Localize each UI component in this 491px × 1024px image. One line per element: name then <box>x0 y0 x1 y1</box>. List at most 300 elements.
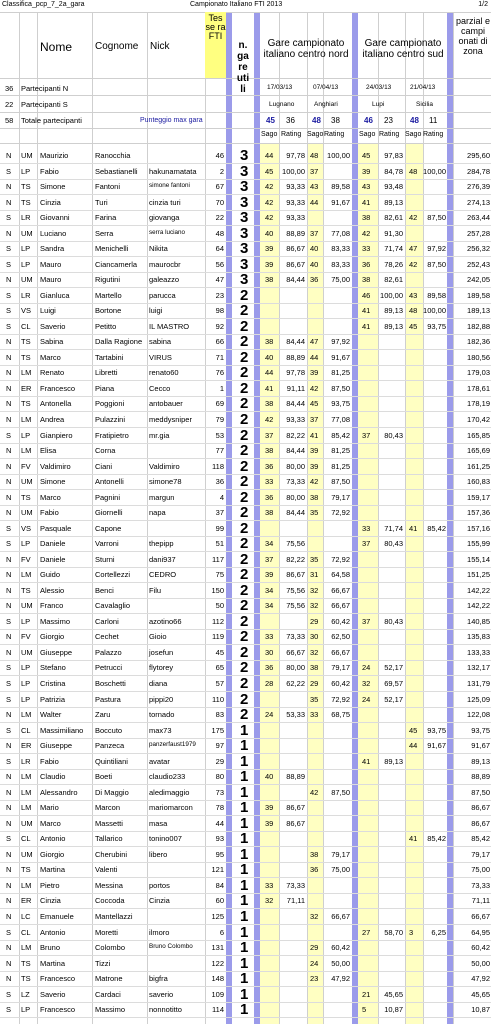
summary-count: 22 <box>5 100 14 109</box>
race-max: 48 <box>410 116 419 125</box>
last-name-cell: Tartabini <box>95 352 124 362</box>
partial-score-cell: 75,00 <box>471 865 490 875</box>
area-cell: N <box>6 943 12 953</box>
sago-cell: 48 <box>409 166 418 176</box>
partial-score-cell: 155,14 <box>467 554 490 564</box>
first-name-cell: Pasquale <box>40 523 72 533</box>
nick-cell: flytorey <box>149 663 174 673</box>
province-cell: LP <box>21 1005 31 1015</box>
partial-score-cell: 263,44 <box>467 213 490 223</box>
table-row <box>0 303 491 319</box>
table-row <box>0 490 491 506</box>
sago-cell: 38 <box>265 337 274 347</box>
sago-cell: 38 <box>362 275 371 285</box>
table-row <box>0 179 491 195</box>
tessera-cell: 109 <box>211 989 224 999</box>
n-gare-cell: 1 <box>240 892 249 910</box>
n-gare-cell: 2 <box>240 612 249 630</box>
first-name-cell: Walter <box>40 710 62 720</box>
rating-cell: 97,83 <box>384 151 403 160</box>
rating-cell: 66,67 <box>286 647 305 657</box>
table-row <box>0 428 491 444</box>
rating-cell: 84,78 <box>384 166 403 176</box>
sago-cell: 32 <box>310 585 319 595</box>
tessera-cell: 112 <box>212 616 224 626</box>
rating-cell: 81,25 <box>331 368 350 378</box>
last-name-cell: Ciani <box>95 461 113 471</box>
partial-score-cell: 242,05 <box>467 275 490 285</box>
rating-cell: 100,00 <box>327 151 350 160</box>
sago-cell: 42 <box>310 787 319 797</box>
sago-cell: 41 <box>265 383 274 393</box>
n-gare-cell: 1 <box>240 768 249 786</box>
area-cell: N <box>6 849 12 859</box>
sago-cell: 23 <box>310 974 319 984</box>
n-gare-cell: 2 <box>240 348 249 366</box>
rating-cell: 10,87 <box>384 1005 403 1015</box>
race-date: 17/03/13 <box>267 84 293 91</box>
tessera-cell: 121 <box>211 865 224 875</box>
nick-cell: Valdimiro <box>149 461 180 471</box>
sago-cell: 39 <box>265 803 274 813</box>
sago-cell: 42 <box>265 415 274 424</box>
partial-score-cell: 182,36 <box>467 337 490 347</box>
partial-score-cell: 10,87 <box>471 1005 490 1015</box>
tessera-cell: 150 <box>211 585 224 595</box>
area-cell: N <box>6 741 12 751</box>
sago-cell: 42 <box>310 477 319 487</box>
first-name-cell: Renato <box>40 368 65 378</box>
n-gare-cell: 2 <box>240 706 249 724</box>
table-row <box>0 583 491 599</box>
last-name-cell: Cherubini <box>95 849 128 859</box>
rating-cell: 88,89 <box>286 228 305 238</box>
table-row <box>0 738 491 754</box>
table-row <box>0 443 491 459</box>
tessera-cell: 60 <box>215 896 224 906</box>
table-row <box>0 956 491 972</box>
race-max: 45 <box>266 116 275 125</box>
sago-cell: 32 <box>362 679 371 689</box>
province-cell: LP <box>21 430 31 440</box>
nick-cell: cinzia turi <box>149 197 181 207</box>
sago-cell: 36 <box>265 461 274 471</box>
sago-cell: 24 <box>310 958 319 968</box>
sago-cell: 36 <box>310 865 319 875</box>
n-gare-cell: 2 <box>240 628 249 646</box>
sago-cell: 34 <box>265 539 274 549</box>
nick-cell: avatar <box>149 756 170 766</box>
partial-score-cell: 132,17 <box>467 663 490 673</box>
tessera-cell: 131 <box>211 943 224 953</box>
first-name-cell: Pietro <box>40 880 60 890</box>
rating-cell: 100,00 <box>380 290 403 300</box>
tessera-cell: 78 <box>215 803 224 813</box>
province-cell: TS <box>21 337 31 347</box>
sago-cell: 36 <box>310 275 319 285</box>
province-cell: LM <box>21 880 32 890</box>
sago-cell: 29 <box>310 679 319 689</box>
partial-score-cell: 125,09 <box>467 694 490 704</box>
area-cell: S <box>6 321 12 331</box>
last-name-cell: Sturni <box>95 554 115 564</box>
table-row <box>0 350 491 366</box>
last-name-cell: Petrucci <box>95 663 123 673</box>
first-name-cell: Guido <box>40 570 61 580</box>
tessera-cell: 118 <box>212 461 224 471</box>
table-row <box>0 598 491 614</box>
rating-cell: 97,78 <box>286 151 305 160</box>
n-gare-cell: 1 <box>240 752 249 770</box>
last-name-cell: Palazzo <box>95 647 122 657</box>
sago-cell: 39 <box>265 244 274 254</box>
tessera-cell: 57 <box>215 679 224 689</box>
province-cell: LP <box>21 166 31 176</box>
sago-cell: 30 <box>310 632 319 642</box>
province-cell: LP <box>21 663 31 673</box>
table-row <box>0 629 491 645</box>
first-name-cell: Martina <box>40 865 66 875</box>
race-max: 48 <box>312 116 321 125</box>
sago-cell: 43 <box>409 290 418 300</box>
tessera-cell: 117 <box>212 554 224 564</box>
n-gare-cell: 1 <box>240 876 249 894</box>
sago-cell: 40 <box>265 352 274 362</box>
last-name-cell: Capone <box>95 523 122 533</box>
partial-score-cell: 79,17 <box>471 849 490 859</box>
tessera-cell: 37 <box>215 508 224 518</box>
last-name-cell: Poggioni <box>95 399 125 409</box>
first-name-cell: Luigi <box>40 306 56 316</box>
rating-cell: 75,56 <box>286 601 305 611</box>
area-cell: N <box>6 647 12 657</box>
province-cell: UM <box>21 151 33 160</box>
first-name-cell: Sandra <box>40 244 65 254</box>
partial-score-cell: 89,13 <box>471 756 490 766</box>
table-row <box>0 987 491 1003</box>
first-name-cell: Daniele <box>40 539 66 549</box>
rating-cell: 72,92 <box>331 694 350 704</box>
rating-cell: 93,75 <box>331 399 350 409</box>
tessera-cell: 4 <box>219 492 224 502</box>
rating-cell: 75,00 <box>331 865 350 875</box>
sago-cell: 44 <box>310 197 319 207</box>
table-row <box>0 536 491 552</box>
nick-cell: libero <box>149 849 168 859</box>
sub-rating: Rating <box>281 131 302 138</box>
sago-cell: 35 <box>310 694 319 704</box>
sago-cell: 42 <box>265 197 274 207</box>
partial-score-cell: 161,25 <box>467 461 490 471</box>
table-row <box>0 723 491 739</box>
rating-cell: 72,92 <box>331 508 350 518</box>
rating-cell: 89,58 <box>331 182 350 192</box>
rating-cell: 87,50 <box>331 383 350 393</box>
sago-cell: 30 <box>265 647 274 657</box>
rating-cell: 91,67 <box>331 352 350 362</box>
area-cell: S <box>6 539 12 549</box>
sago-cell: 47 <box>409 244 418 254</box>
sago-cell: 37 <box>310 166 319 176</box>
first-name-cell: Simone <box>40 182 66 192</box>
rating-cell: 60,42 <box>331 679 350 689</box>
area-cell: N <box>6 399 12 409</box>
sago-cell: 39 <box>265 570 274 580</box>
race-count: 38 <box>331 116 340 125</box>
header-sud: Gare campionato italiano centro sud <box>362 38 444 60</box>
partial-score-cell: 87,50 <box>471 787 490 797</box>
rating-cell: 89,13 <box>384 756 403 766</box>
province-cell: LZ <box>21 989 30 999</box>
area-cell: S <box>6 166 12 176</box>
province-cell: TS <box>21 492 31 502</box>
rating-cell: 81,25 <box>331 461 350 471</box>
partial-score-cell: 142,22 <box>467 585 490 595</box>
table-row <box>0 925 491 941</box>
rating-cell: 81,25 <box>331 446 350 456</box>
province-cell: UM <box>21 228 33 238</box>
summary-count: 58 <box>5 116 14 125</box>
nick-cell: ilmoro <box>149 927 170 937</box>
table-row <box>0 505 491 521</box>
sago-cell: 37 <box>362 539 371 549</box>
rating-cell: 75,56 <box>286 539 305 549</box>
punteggio-label: Punteggio max gara <box>140 117 203 124</box>
rating-cell: 75,56 <box>286 585 305 595</box>
tessera-cell: 22 <box>215 213 224 223</box>
race-place: Sicilia <box>416 101 433 108</box>
province-cell: LP <box>21 259 31 269</box>
sago-cell: 32 <box>310 601 319 611</box>
rating-cell: 88,89 <box>286 772 305 782</box>
first-name-cell: Franco <box>40 601 64 611</box>
first-name-cell: Cinzia <box>40 896 61 906</box>
area-cell: N <box>6 182 12 192</box>
first-name-cell: Alessio <box>40 585 65 595</box>
province-cell: TS <box>21 399 31 409</box>
area-cell: N <box>6 803 12 813</box>
rating-cell: 73,33 <box>286 632 305 642</box>
last-name-cell: Fratipietro <box>95 430 129 440</box>
last-name-cell: Pulazzini <box>95 415 126 424</box>
nick-cell: mr.gia <box>149 430 170 440</box>
top-bar <box>0 0 491 12</box>
last-name-cell: Moretti <box>95 927 118 937</box>
sago-cell: 42 <box>409 213 418 223</box>
document-title: Campionato Italiano FTI 2013 <box>190 1 283 8</box>
table-row <box>0 210 491 226</box>
province-cell: FV <box>21 632 31 642</box>
table-row <box>0 800 491 816</box>
partial-score-cell: 140,85 <box>467 616 490 626</box>
area-cell: S <box>6 616 12 626</box>
rating-cell: 93,75 <box>427 321 446 331</box>
nick-cell: max73 <box>149 725 172 735</box>
sago-cell: 24 <box>265 710 274 720</box>
race-date: 24/03/13 <box>366 84 392 91</box>
last-name-cell: Ranocchia <box>95 151 131 160</box>
n-gare-cell: 2 <box>240 504 249 522</box>
tessera-cell: 83 <box>215 710 224 720</box>
first-name-cell: Giuseppe <box>40 647 73 657</box>
first-name-cell: Fabio <box>40 166 59 176</box>
nick-cell: simone fantoni <box>149 182 190 190</box>
table-row <box>0 241 491 257</box>
table-row <box>0 552 491 568</box>
rating-cell: 100,00 <box>423 306 446 316</box>
sago-cell: 33 <box>310 710 319 720</box>
province-cell: VS <box>21 306 32 316</box>
nick-cell: thepipp <box>149 539 174 549</box>
last-name-cell: Giornelli <box>95 508 123 518</box>
race-count: 36 <box>286 116 295 125</box>
n-gare-cell: 3 <box>240 178 249 196</box>
rating-cell: 75,00 <box>331 275 350 285</box>
partial-score-cell: 182,88 <box>467 321 490 331</box>
sago-cell: 34 <box>265 601 274 611</box>
sago-cell: 24 <box>362 663 371 673</box>
first-name-cell: Massimo <box>40 616 71 626</box>
n-gare-cell: 2 <box>240 659 249 677</box>
rating-cell: 77,08 <box>331 228 350 238</box>
last-name-cell: Sebastianelli <box>95 166 138 176</box>
table-row <box>0 396 491 412</box>
tessera-cell: 67 <box>215 182 224 192</box>
first-name-cell: Marco <box>40 352 61 362</box>
n-gare-cell: 2 <box>240 675 249 693</box>
province-cell: ER <box>21 741 32 751</box>
rating-cell: 60,42 <box>331 943 350 953</box>
first-name-cell: Cristina <box>40 679 66 689</box>
sago-cell: 48 <box>310 151 319 160</box>
sub-sago: Sago <box>405 131 422 138</box>
rating-cell: 91,67 <box>427 741 446 751</box>
first-name-cell: Giorgio <box>40 632 65 642</box>
sago-cell: 38 <box>265 508 274 518</box>
partial-score-cell: 88,89 <box>471 772 490 782</box>
tessera-cell: 99 <box>215 523 224 533</box>
first-name-cell: Simone <box>40 477 66 487</box>
province-cell: FV <box>21 554 31 564</box>
first-name-cell: Bruno <box>40 943 61 953</box>
table-row <box>0 474 491 490</box>
area-cell: N <box>6 632 12 642</box>
sago-cell: 42 <box>265 182 274 192</box>
tessera-cell: 66 <box>215 337 224 347</box>
table-row <box>0 862 491 878</box>
nick-cell: aledimaggio <box>149 787 190 797</box>
sago-cell: 38 <box>310 849 319 859</box>
summary-label: Totale partecipanti <box>21 116 82 125</box>
sago-cell: 38 <box>310 663 319 673</box>
first-name-cell: Patrizia <box>40 694 66 704</box>
sago-cell: 3 <box>409 927 414 937</box>
sago-cell: 43 <box>310 182 319 192</box>
table-row <box>0 567 491 583</box>
rating-cell: 86,67 <box>286 818 305 828</box>
area-cell: S <box>6 694 12 704</box>
rating-cell: 62,22 <box>286 679 305 689</box>
first-name-cell: Claudio <box>40 772 66 782</box>
tessera-cell: 23 <box>215 290 224 300</box>
tessera-cell: 84 <box>215 880 224 890</box>
n-gare-cell: 2 <box>240 550 249 568</box>
race-date: 21/04/13 <box>410 84 436 91</box>
n-gare-cell: 3 <box>240 162 249 180</box>
rating-cell: 50,00 <box>331 958 350 968</box>
province-cell: UM <box>21 601 33 611</box>
partial-score-cell: 157,16 <box>467 523 490 533</box>
last-name-cell: Marcon <box>95 803 121 813</box>
area-cell: N <box>6 477 12 487</box>
tessera-cell: 79 <box>215 415 224 424</box>
first-name-cell: Giorgio <box>40 849 65 859</box>
table-row <box>0 831 491 847</box>
rating-cell: 89,13 <box>384 321 403 331</box>
n-gare-cell: 1 <box>240 830 249 848</box>
rating-cell: 64,58 <box>331 570 350 580</box>
province-cell: UM <box>21 647 33 657</box>
partial-score-cell: 160,83 <box>467 477 490 487</box>
sago-cell: 44 <box>265 368 274 378</box>
area-cell: N <box>6 492 12 502</box>
table-row <box>0 412 491 428</box>
n-gare-cell: 1 <box>240 737 249 755</box>
header-nome: Nome <box>40 40 73 54</box>
nick-cell: Filu <box>149 585 162 595</box>
province-cell: ER <box>21 896 32 906</box>
tessera-cell: 51 <box>215 539 224 549</box>
rating-cell: 97,92 <box>427 244 446 254</box>
province-cell: LM <box>21 787 32 797</box>
rating-cell: 73,33 <box>286 880 305 890</box>
partial-score-cell: 135,83 <box>467 632 490 642</box>
nick-cell: diana <box>149 679 168 689</box>
area-cell: N <box>6 415 12 424</box>
province-cell: LM <box>21 415 32 424</box>
sago-cell: 45 <box>409 321 418 331</box>
nick-cell: bigfra <box>149 974 168 984</box>
n-gare-cell: 2 <box>240 395 249 413</box>
sago-cell: 41 <box>362 756 371 766</box>
area-cell: N <box>6 974 12 984</box>
rating-cell: 89,13 <box>384 306 403 316</box>
table-row <box>0 365 491 381</box>
sago-cell: 36 <box>362 259 371 269</box>
n-gare-cell: 3 <box>240 147 249 164</box>
rating-cell: 93,33 <box>286 182 305 192</box>
sago-cell: 46 <box>362 290 371 300</box>
sago-cell: 39 <box>310 461 319 471</box>
partial-score-cell: 131,79 <box>467 679 490 689</box>
nick-cell: renato60 <box>149 368 179 378</box>
area-cell: S <box>6 756 12 766</box>
table-row <box>0 769 491 785</box>
sago-cell: 43 <box>362 182 371 192</box>
area-cell: N <box>6 710 12 720</box>
page-number: 1/2 <box>478 1 488 8</box>
first-name-cell: Giovanni <box>40 213 70 223</box>
last-name-cell: Boschetti <box>95 679 126 689</box>
last-name-cell: Matrone <box>95 974 123 984</box>
n-gare-cell: 2 <box>240 488 249 506</box>
n-gare-cell: 3 <box>240 271 249 289</box>
partial-score-cell: 64,95 <box>471 927 490 937</box>
first-name-cell: Elisa <box>40 446 57 456</box>
partial-score-cell: 157,36 <box>467 508 490 518</box>
n-gare-cell: 1 <box>240 939 249 957</box>
last-name-cell: Turi <box>95 197 108 207</box>
